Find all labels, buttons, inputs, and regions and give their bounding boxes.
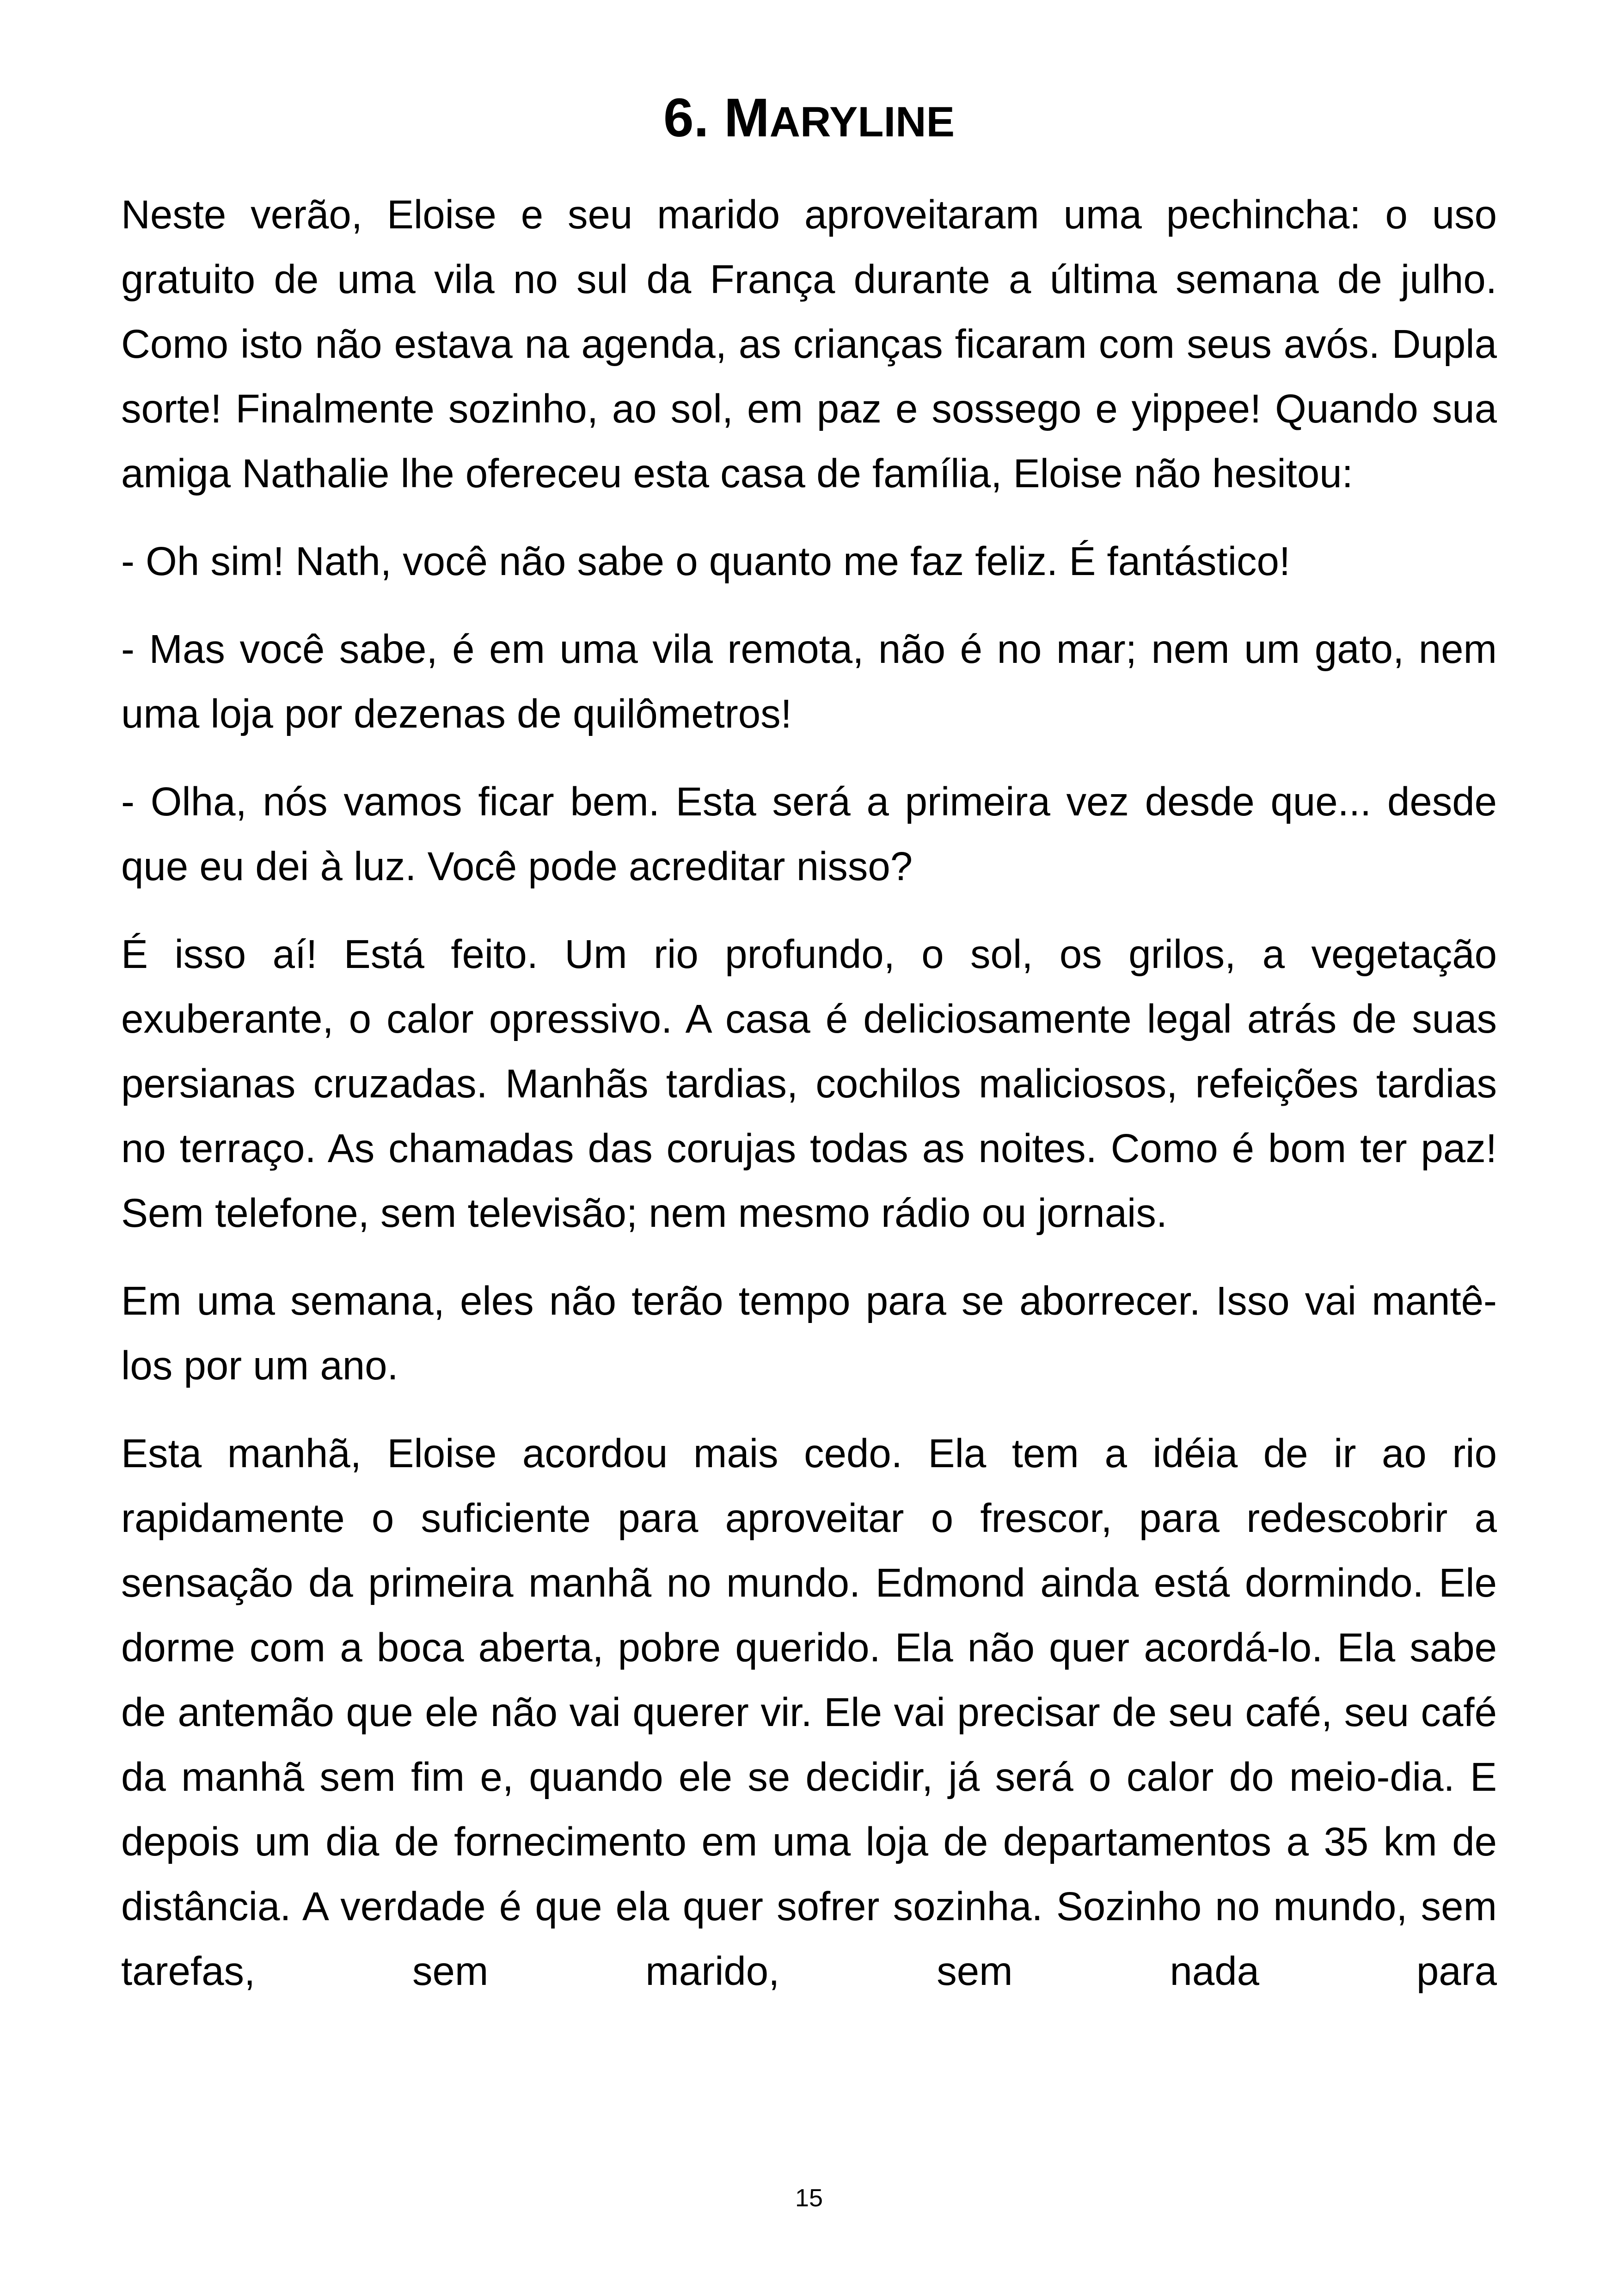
paragraph: - Oh sim! Nath, você não sabe o quanto me faz feliz. É fantástico! [121,539,1291,584]
body-text [121,183,1497,2004]
chapter-title [0,83,1618,157]
page-number: 15 [795,2184,823,2212]
paragraph: - Olha, nós vamos ficar bem. Esta será a primeira vez desde que... desde que eu dei à luz. Você pode acreditar nisso? [121,779,1497,889]
chapter-number: 6. [663,87,709,148]
paragraph: É isso aí! Está feito. Um rio profundo, o sol, os grilos, a vegetação exuberante, o calor opressivo. A casa é deliciosamente legal atrás de suas persianas cruzadas. Manhãs tardias, cochilos maliciosos, refeições tardias no terraço. As chamadas das corujas todas as noites. Como é bom ter paz! Sem telefone, sem televisão; nem mesmo rádio ou jornais. [121,932,1497,1236]
paragraph: Neste verão, Eloise e seu marido aproveitaram uma pechincha: o uso gratuito de uma vila no sul da França durante a última semana de julho. Como isto não estava na agenda, as crianças ficaram com seus avós. Dupla sorte! Finalmente sozinho, ao sol, em paz e sossego e yippee! Quando sua amiga Nathalie lhe ofereceu esta casa de família, Eloise não hesitou: [121,192,1497,496]
chapter-title-rest: ARYLINE [769,98,955,146]
paragraph: Em uma semana, eles não terão tempo para se aborrecer. Isso vai mantê-los por um ano. [121,1279,1497,1388]
paragraph: Esta manhã, Eloise acordou mais cedo. Ela tem a idéia de ir ao rio rapidamente o suficiente para aproveitar o frescor, para redescobrir a sensação da primeira manhã no mundo. Edmond ainda está dormindo. Ele dorme com a boca aberta, pobre querido. Ela não quer acordá-lo. Ela sabe de antemão que ele não vai querer vir. Ele vai precisar de seu café, seu café da manhã sem fim e, quando ele se decidir, já será o calor do meio-dia. E depois um dia de fornecimento em uma loja de departamentos a 35 km de distância. A verdade é que ela quer sofrer sozinha. Sozinho no mundo, sem tarefas, sem marido, sem nada para [121,1431,1497,1994]
chapter-title-initial: M [724,87,770,148]
paragraph: - Mas você sabe, é em uma vila remota, não é no mar; nem um gato, nem uma loja por dezenas de quilômetros! [121,627,1497,736]
